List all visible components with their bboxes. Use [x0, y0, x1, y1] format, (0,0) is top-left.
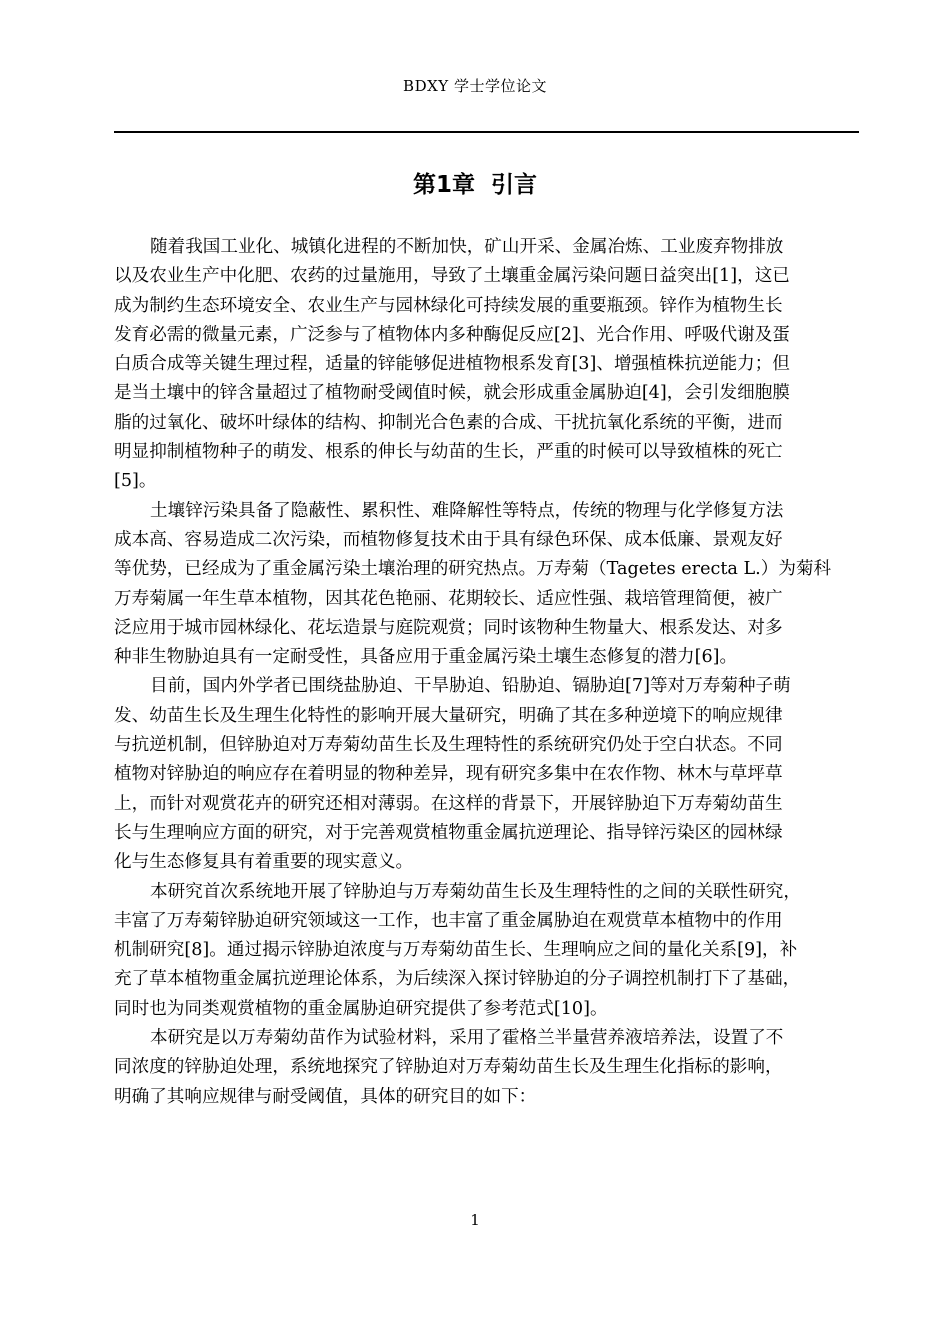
text-line: 以及农业生产中化肥、农药的过量施用，导致了土壤重金属污染问题日益突出[1]，这已 — [114, 266, 790, 287]
text-line: 万寿菊属一年生草本植物，因其花色艳丽、花期较长、适应性强、栽培管理简便，被广 — [114, 588, 783, 609]
text-line: 长与生理响应方面的研究，对于完善观赏植物重金属抗逆理论、指导锌污染区的园林绿 — [114, 822, 783, 843]
text-line: 同时也为同类观赏植物的重金属胁迫研究提供了参考范式[10]。 — [114, 998, 608, 1019]
text-line: 明显抑制植物种子的萌发、根系的伸长与幼苗的生长，严重的时候可以导致植株的死亡 — [114, 442, 783, 463]
text-line: 充了草本植物重金属抗逆理论体系，为后续深入探讨锌胁迫的分子调控机制打下了基础， — [114, 969, 801, 990]
text-line: 脂的过氧化、破坏叶绿体的结构、抑制光合色素的合成、干扰抗氧化系统的平衡，进而 — [114, 412, 783, 433]
paragraph — [114, 233, 860, 497]
text-line: [5]。 — [114, 471, 157, 492]
text-line: 机制研究[8]。通过揭示锌胁迫浓度与万寿菊幼苗生长、生理响应之间的量化关系[9]，补 — [114, 940, 798, 961]
text-line: 明确了其响应规律与耐受阈值，具体的研究目的如下： — [114, 1086, 537, 1107]
text-line: 发、幼苗生长及生理生化特性的影响开展大量研究，明确了其在多种逆境下的响应规律 — [114, 705, 783, 726]
text-line: 同浓度的锌胁迫处理，系统地探究了锌胁迫对万寿菊幼苗生长及生理生化指标的影响， — [114, 1057, 783, 1078]
text-line: 等优势，已经成为了重金属污染土壤治理的研究热点。万寿菊（Tagetes erecta L.）为菊科 — [114, 559, 832, 580]
text-line: 本研究是以万寿菊幼苗作为试验材料，采用了霍格兰半量营养液培养法，设置了不 — [150, 1028, 784, 1049]
text-line: 化与生态修复具有着重要的现实意义。 — [114, 852, 414, 873]
text-line: 成为制约生态环境安全、农业生产与园林绿化可持续发展的重要瓶颈。锌作为植物生长 — [114, 295, 783, 316]
text-line: 发育必需的微量元素，广泛参与了植物体内多种酶促反应[2]、光合作用、呼吸代谢及蛋 — [114, 324, 790, 345]
text-line: 目前，国内外学者已围绕盐胁迫、干旱胁迫、铅胁迫、镉胁迫[7]等对万寿菊种子萌 — [150, 676, 791, 697]
header-rule — [114, 131, 859, 133]
text-line: 白质合成等关键生理过程，适量的锌能够促进植物根系发育[3]、增强植株抗逆能力；但 — [114, 354, 790, 375]
text-line: 随着我国工业化、城镇化进程的不断加快，矿山开采、金属冶炼、工业废弃物排放 — [150, 237, 784, 257]
text-line: 与抗逆机制，但锌胁迫对万寿菊幼苗生长及生理特性的系统研究仍处于空白状态。不同 — [114, 735, 783, 756]
text-line: 本研究首次系统地开展了锌胁迫与万寿菊幼苗生长及生理特性的之间的关联性研究， — [150, 881, 801, 902]
paragraph — [114, 672, 860, 877]
text-line: 成本高、容易造成二次污染，而植物修复技术由于具有绿色环保、成本低廉、景观友好 — [114, 529, 783, 550]
text-line: 植物对锌胁迫的响应存在着明显的物种差异，现有研究多集中在农作物、林木与草坪草 — [114, 764, 783, 785]
running-header: BDXY 学士学位论文 — [403, 77, 547, 95]
text-line: 泛应用于城市园林绿化、花坛造景与庭院观赏；同时该物种生物量大、根系发达、对多 — [114, 617, 783, 638]
paragraph — [114, 497, 860, 673]
paragraph — [114, 1024, 860, 1112]
text-line: 是当土壤中的锌含量超过了植物耐受阈值时候，就会形成重金属胁迫[4]，会引发细胞膜 — [114, 383, 790, 404]
page-number: 1 — [470, 1211, 480, 1229]
text-line: 土壤锌污染具备了隐蔽性、累积性、难降解性等特点，传统的物理与化学修复方法 — [150, 500, 784, 521]
body-text — [114, 233, 860, 1112]
text-line: 种非生物胁迫具有一定耐受性，具备应用于重金属污染土壤生态修复的潜力[6]。 — [114, 647, 738, 668]
text-line: 上，而针对观赏花卉的研究还相对薄弱。在这样的背景下，开展锌胁迫下万寿菊幼苗生 — [114, 793, 783, 814]
text-line: 丰富了万寿菊锌胁迫研究领域这一工作，也丰富了重金属胁迫在观赏草本植物中的作用 — [114, 910, 783, 931]
chapter-title: 第1章 引言 — [412, 172, 538, 198]
paragraph — [114, 878, 860, 1024]
